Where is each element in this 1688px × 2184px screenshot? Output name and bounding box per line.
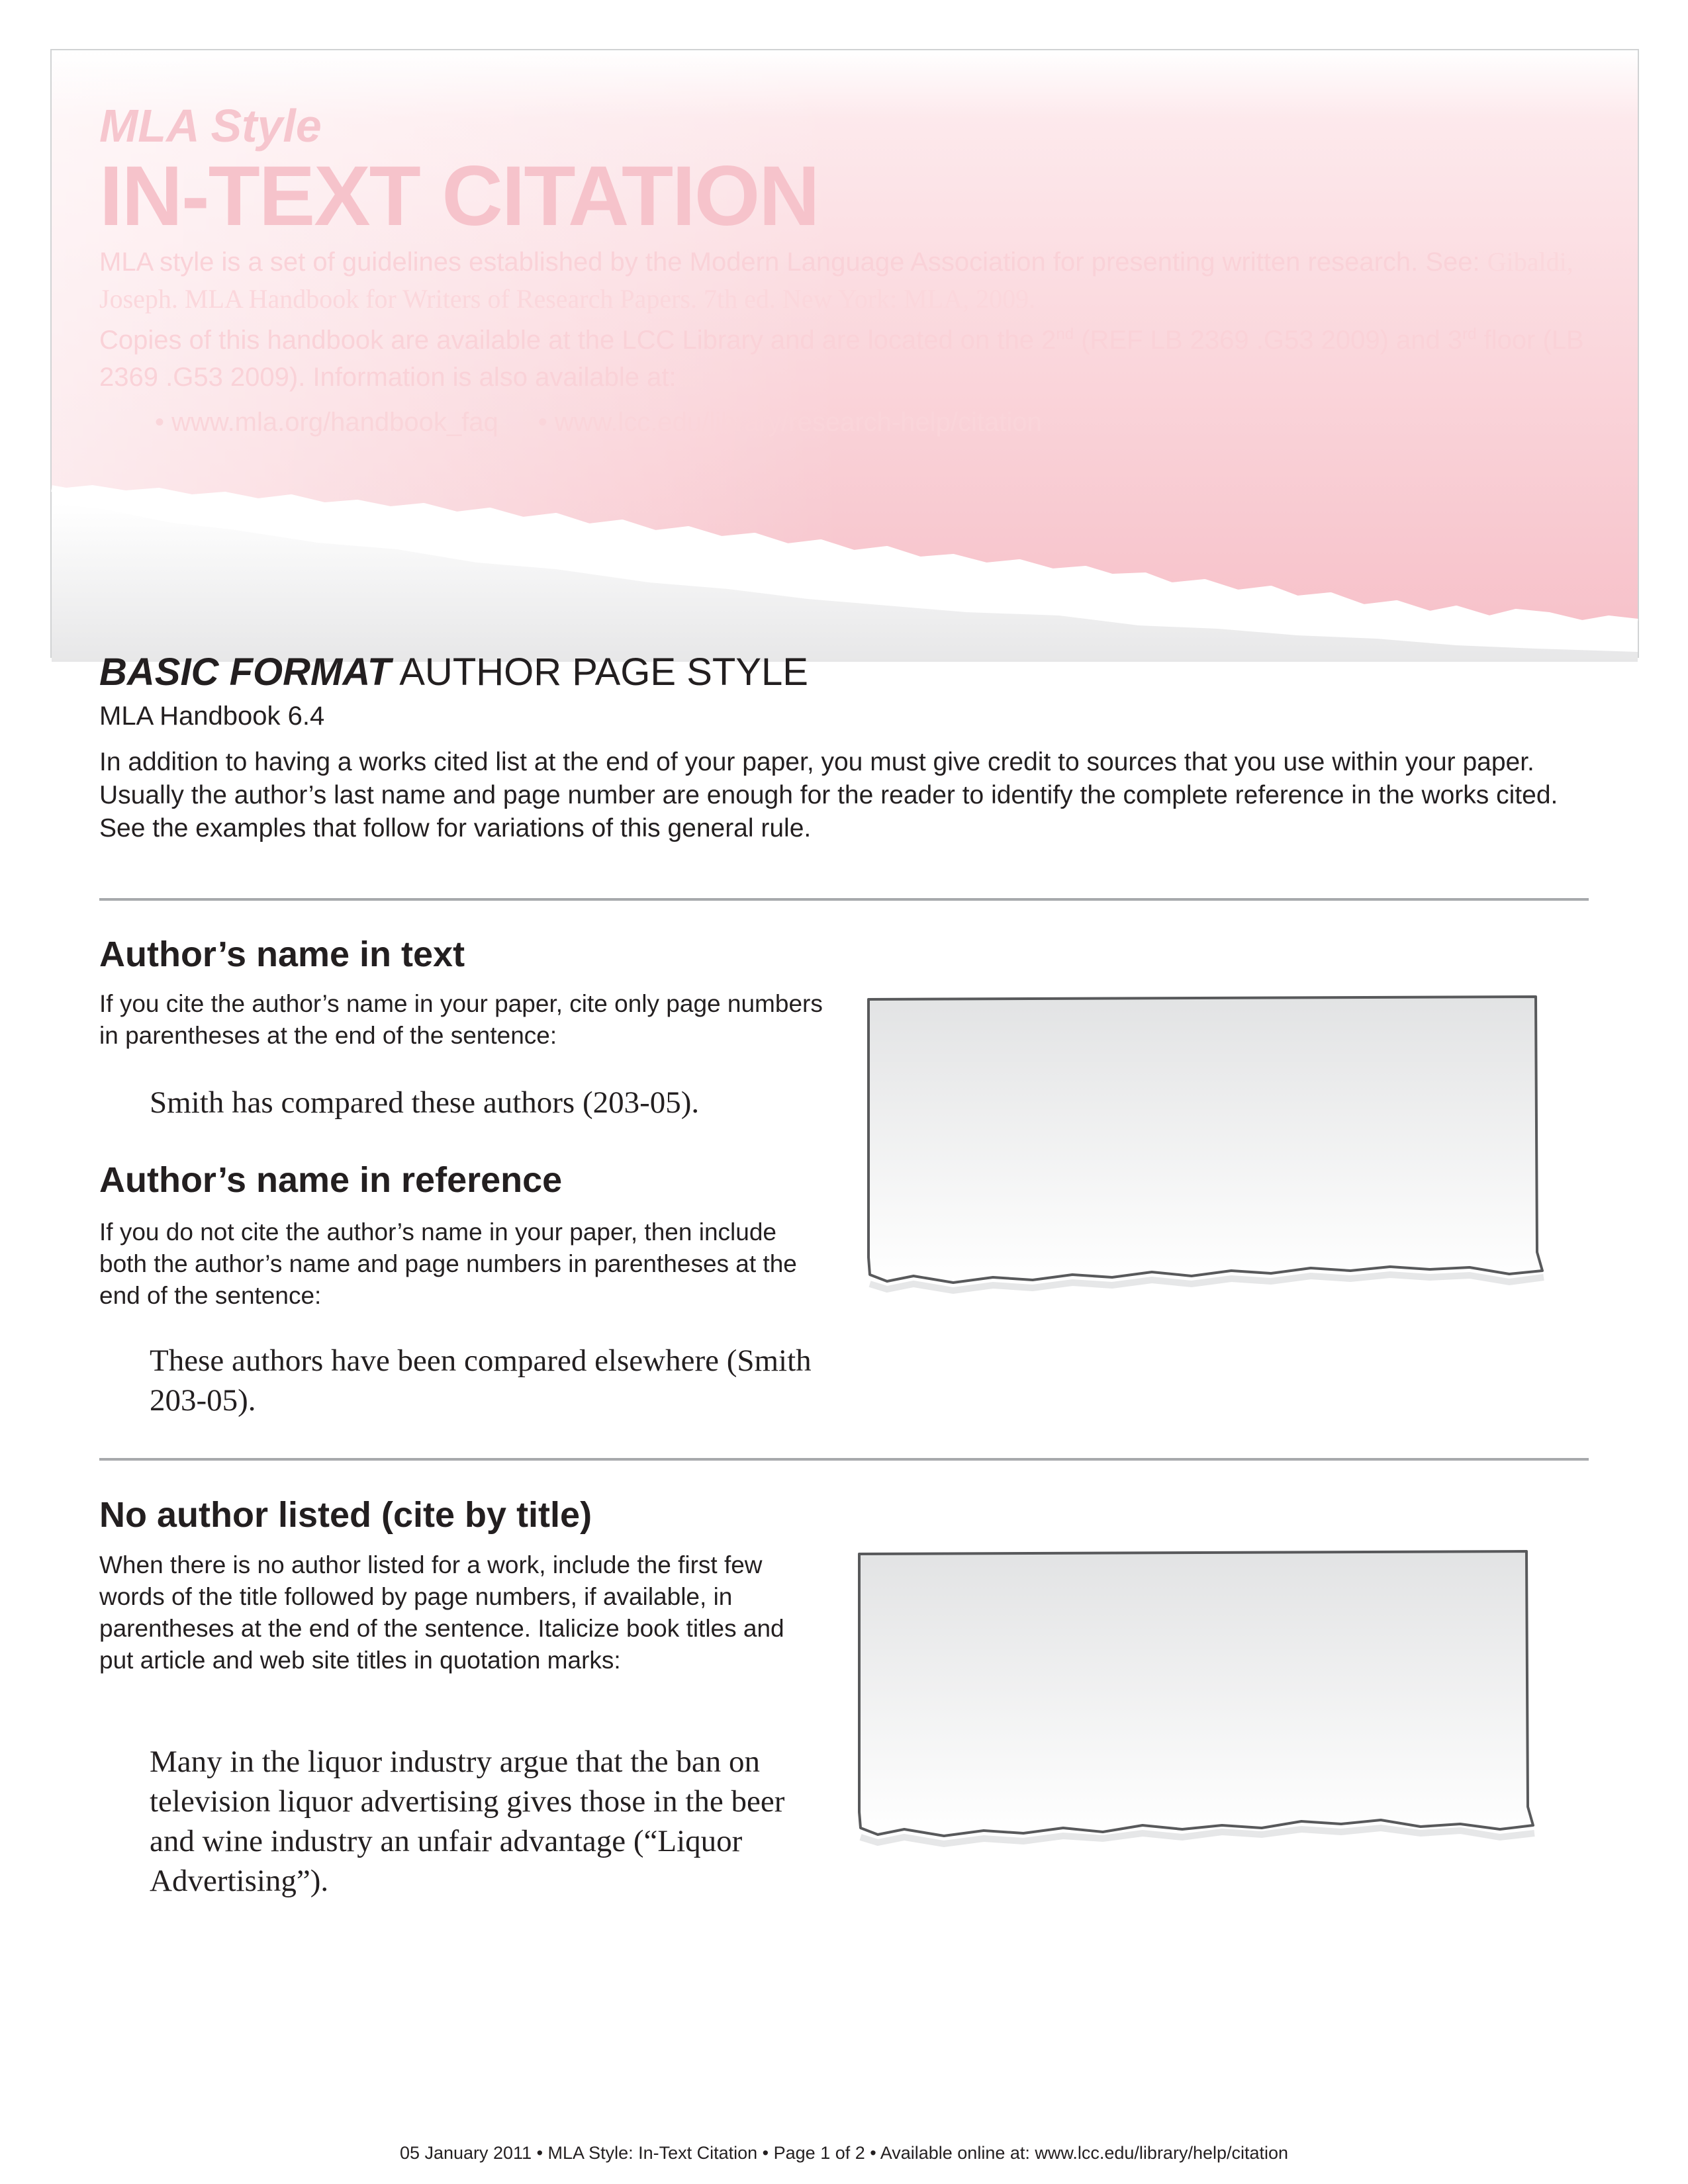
page-footer: 05 January 2011 • MLA Style: In-Text Citation • Page 1 of 2 • Available online at: www.lcc.edu/library/help/citation (399, 2143, 1289, 2163)
section-author-in-reference-text: If you do not cite the author’s name in your paper, then include both the author’s name and page numbers in parentheses at the end of the sentence: (99, 1218, 797, 1309)
header-copies-sup-1: nd (1056, 325, 1074, 343)
section-no-author-text: When there is no author listed for a work, include the first few words of the title followed by page numbers, if available, in parentheses at the end of the sentence. Italicize book titles and put article and web site titles in quotation marks: (99, 1551, 784, 1674)
example-paper-image-1 (861, 993, 1549, 1297)
section-author-in-text-heading: Author’s name in text (99, 934, 465, 974)
section-author-in-text-text: If you cite the author’s name in your paper, cite only page numbers in parentheses at the end of the sentence: (99, 990, 823, 1049)
header-copies-text-b: (REF LB 2369 .G53 2009) and 3 (1074, 326, 1463, 355)
section-author-in-reference-example: These authors have been compared elsewhere (Smith 203-05). (150, 1343, 812, 1418)
header-text-block (99, 99, 1622, 441)
section-author-in-text-example: Smith has compared these authors (203-05). (150, 1085, 700, 1120)
basic-format-title-bold: BASIC FORMAT (99, 651, 391, 694)
header-copies (99, 322, 1622, 396)
divider-2 (99, 1458, 1589, 1461)
header-intro-text: MLA style is a set of guidelines established by the Modern Language Association for presenting written research. See: (99, 248, 1487, 277)
header-intro (99, 244, 1622, 318)
header-title: IN-TEXT CITATION (99, 149, 819, 244)
section-author-in-reference-heading: Author’s name in reference (99, 1160, 563, 1200)
divider-1 (99, 898, 1589, 901)
header-links (99, 404, 1622, 441)
header-series-label: MLA Style (99, 100, 322, 152)
example-paper-image-2 (851, 1547, 1540, 1852)
basic-format-title (99, 651, 808, 694)
header-link-lcc[interactable]: • www.lcc.edu/library/research-help/citation (538, 408, 1042, 437)
header-copies-text-a: Copies of this handbook are available at the LCC Library and are located on the 2 (99, 326, 1056, 355)
header-intro-reference: Gibaldi, Joseph. MLA Handbook for Writers of Research Papers. 7th ed. New York: MLA, 2009. (99, 247, 1573, 314)
section-no-author-heading: No author listed (cite by title) (99, 1495, 592, 1535)
basic-format-subtitle: MLA Handbook 6.4 (99, 702, 325, 731)
section-no-author-example: Many in the liquor industry argue that the ban on television liquor advertising gives those in the beer and wine industry an unfair advantage (“Liquor Advertising”). (150, 1745, 785, 1898)
header-link-mla[interactable]: • www.mla.org/handbook_faq (155, 408, 498, 437)
header-copies-text-c: floor (LB 2369 .G53 2009). Information is also available at: (99, 326, 1584, 392)
header-copies-sup-2: rd (1462, 325, 1477, 343)
basic-format-text: In addition to having a works cited list at the end of your paper, you must give credit to sources that you use within your paper. Usually the author’s last name and page number are enough for the reader to identify the complete reference in the works cited. See the examples that follow for variations of this general rule. (99, 748, 1558, 842)
basic-format-title-rest: AUTHOR PAGE STYLE (391, 651, 808, 694)
